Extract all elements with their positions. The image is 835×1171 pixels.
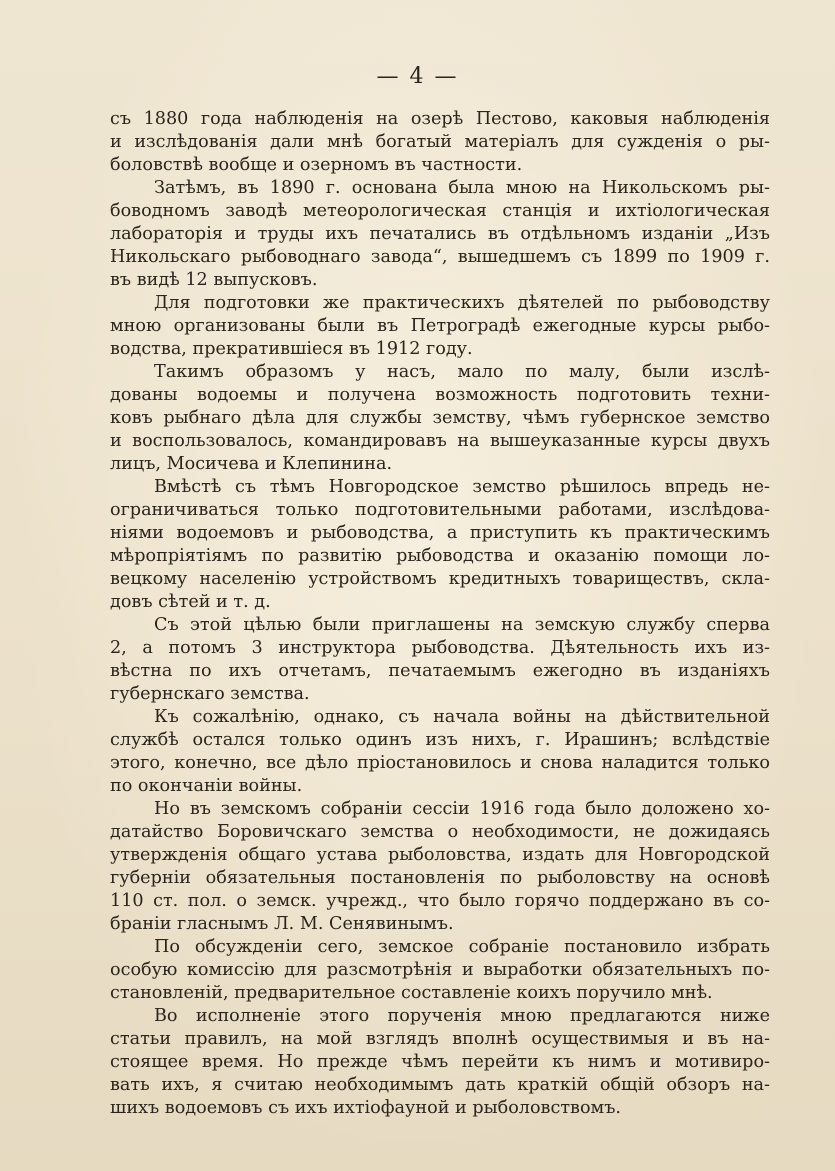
paragraph xyxy=(110,798,770,936)
text-line: 2, а потомъ 3 инструктора рыбоводства. Дѣятельность ихъ из- xyxy=(110,638,770,658)
text-line: боловствѣ вообще и озерномъ въ частности. xyxy=(110,155,523,175)
text-line: мѣропріятіямъ по развитію рыбоводства и оказанію помощи ло- xyxy=(110,546,770,566)
text-line: браніи гласнымъ Л. М. Сенявинымъ. xyxy=(110,914,454,934)
text-line: стоящее время. Но прежде чѣмъ перейти къ нимъ и мотивиро- xyxy=(110,1052,770,1072)
text-line: этого, конечно, все дѣло пріостановилось и снова наладится только xyxy=(110,753,770,773)
text-line: боводномъ заводѣ метеорологическая станція и ихтіологическая xyxy=(110,201,770,221)
text-line: утвержденія общаго устава рыболовства, издать для Новгородской xyxy=(110,845,770,865)
text-line: губерніи обязательныя постановленія по рыболовству на основѣ xyxy=(110,868,770,888)
body-text xyxy=(110,108,770,1120)
text-line: особую комиссію для разсмотрѣнія и выработки обязательныхъ по- xyxy=(110,960,770,980)
paragraph xyxy=(110,476,770,614)
text-line: вецкому населенію устройствомъ кредитныхъ товариществъ, скла- xyxy=(110,569,770,589)
text-line: Къ сожалѣнію, однако, съ начала войны на дѣйствительной xyxy=(154,707,770,727)
text-line: Вмѣстѣ съ тѣмъ Новгородское земство рѣшилось впредь не- xyxy=(154,477,770,497)
text-line: датайство Боровичскаго земства о необходимости, не дожидаясь xyxy=(110,822,770,842)
text-line: ограничиваться только подготовительными работами, изслѣдова- xyxy=(110,500,770,520)
text-line: водства, прекратившіеся въ 1912 году. xyxy=(110,339,473,359)
paragraph xyxy=(110,361,770,476)
text-line: въ видѣ 12 выпусковъ. xyxy=(110,270,318,290)
text-line: вѣстна по ихъ отчетамъ, печатаемымъ ежегодно въ изданіяхъ xyxy=(110,661,770,681)
text-line: шихъ водоемовъ съ ихъ ихтіофауной и рыболовствомъ. xyxy=(110,1098,622,1118)
text-line: довъ сѣтей и т. д. xyxy=(110,592,271,612)
text-line: Во исполненіе этого порученія мною предлагаются ниже xyxy=(154,1006,770,1026)
paragraph xyxy=(110,706,770,798)
paragraph xyxy=(110,177,770,292)
text-line: мною организованы были въ Петроградѣ ежегодные курсы рыбо- xyxy=(110,316,770,336)
paragraph xyxy=(110,936,770,1005)
paragraph xyxy=(110,292,770,361)
text-line: статьи правилъ, на мой взглядъ вполнѣ осуществимыя и въ на- xyxy=(110,1029,770,1049)
paragraph xyxy=(110,1005,770,1120)
paragraph xyxy=(110,108,770,177)
text-line: По обсужденіи сего, земское собраніе постановило избрать xyxy=(154,937,770,957)
text-line: Затѣмъ, въ 1890 г. основана была мною на Никольскомъ ры- xyxy=(154,178,770,198)
text-line: вать ихъ, я считаю необходимымъ дать краткій общій обзоръ на- xyxy=(110,1075,770,1095)
paragraph xyxy=(110,614,770,706)
text-line: становленій, предварительное составленіе коихъ поручило мнѣ. xyxy=(110,983,713,1003)
text-line: лабораторія и труды ихъ печатались въ отдѣльномъ изданіи „Изъ xyxy=(110,224,770,244)
text-line: Никольскаго рыбоводнаго завода“, вышедшемъ съ 1899 по 1909 г. xyxy=(110,247,770,267)
text-line: Такимъ образомъ у насъ, мало по малу, были изслѣ- xyxy=(154,362,770,382)
text-line: ніями водоемовъ и рыбоводства, а приступить къ практическимъ xyxy=(110,523,770,543)
text-line: ковъ рыбнаго дѣла для службы земству, чѣмъ губернское земство xyxy=(110,408,770,428)
page-number: — 4 — xyxy=(376,64,459,89)
text-line: Но въ земскомъ собраніи сессіи 1916 года было доложено хо- xyxy=(154,799,770,819)
text-line: по окончаніи войны. xyxy=(110,776,303,796)
text-line: дованы водоемы и получена возможность подготовить техни- xyxy=(110,385,770,405)
text-line: и воспользовалось, командировавъ на вышеуказанные курсы двухъ xyxy=(110,431,770,451)
text-line: Съ этой цѣлью были приглашены на земскую службу сперва xyxy=(154,615,770,635)
text-line: губернскаго земства. xyxy=(110,684,310,704)
text-line: Для подготовки же практическихъ дѣятелей по рыбоводству xyxy=(154,293,770,313)
text-line: и изслѣдованія дали мнѣ богатый матеріалъ для сужденія о ры- xyxy=(110,132,770,152)
text-line: службѣ остался только одинъ изъ нихъ, г. Ирашинъ; вслѣдствіе xyxy=(110,730,770,750)
text-line: съ 1880 года наблюденія на озерѣ Пестово, каковыя наблюденія xyxy=(110,109,770,129)
text-line: лицъ, Мосичева и Клепинина. xyxy=(110,454,393,474)
text-line: 110 ст. пол. о земск. учрежд., что было горячо поддержано въ со- xyxy=(110,891,770,911)
